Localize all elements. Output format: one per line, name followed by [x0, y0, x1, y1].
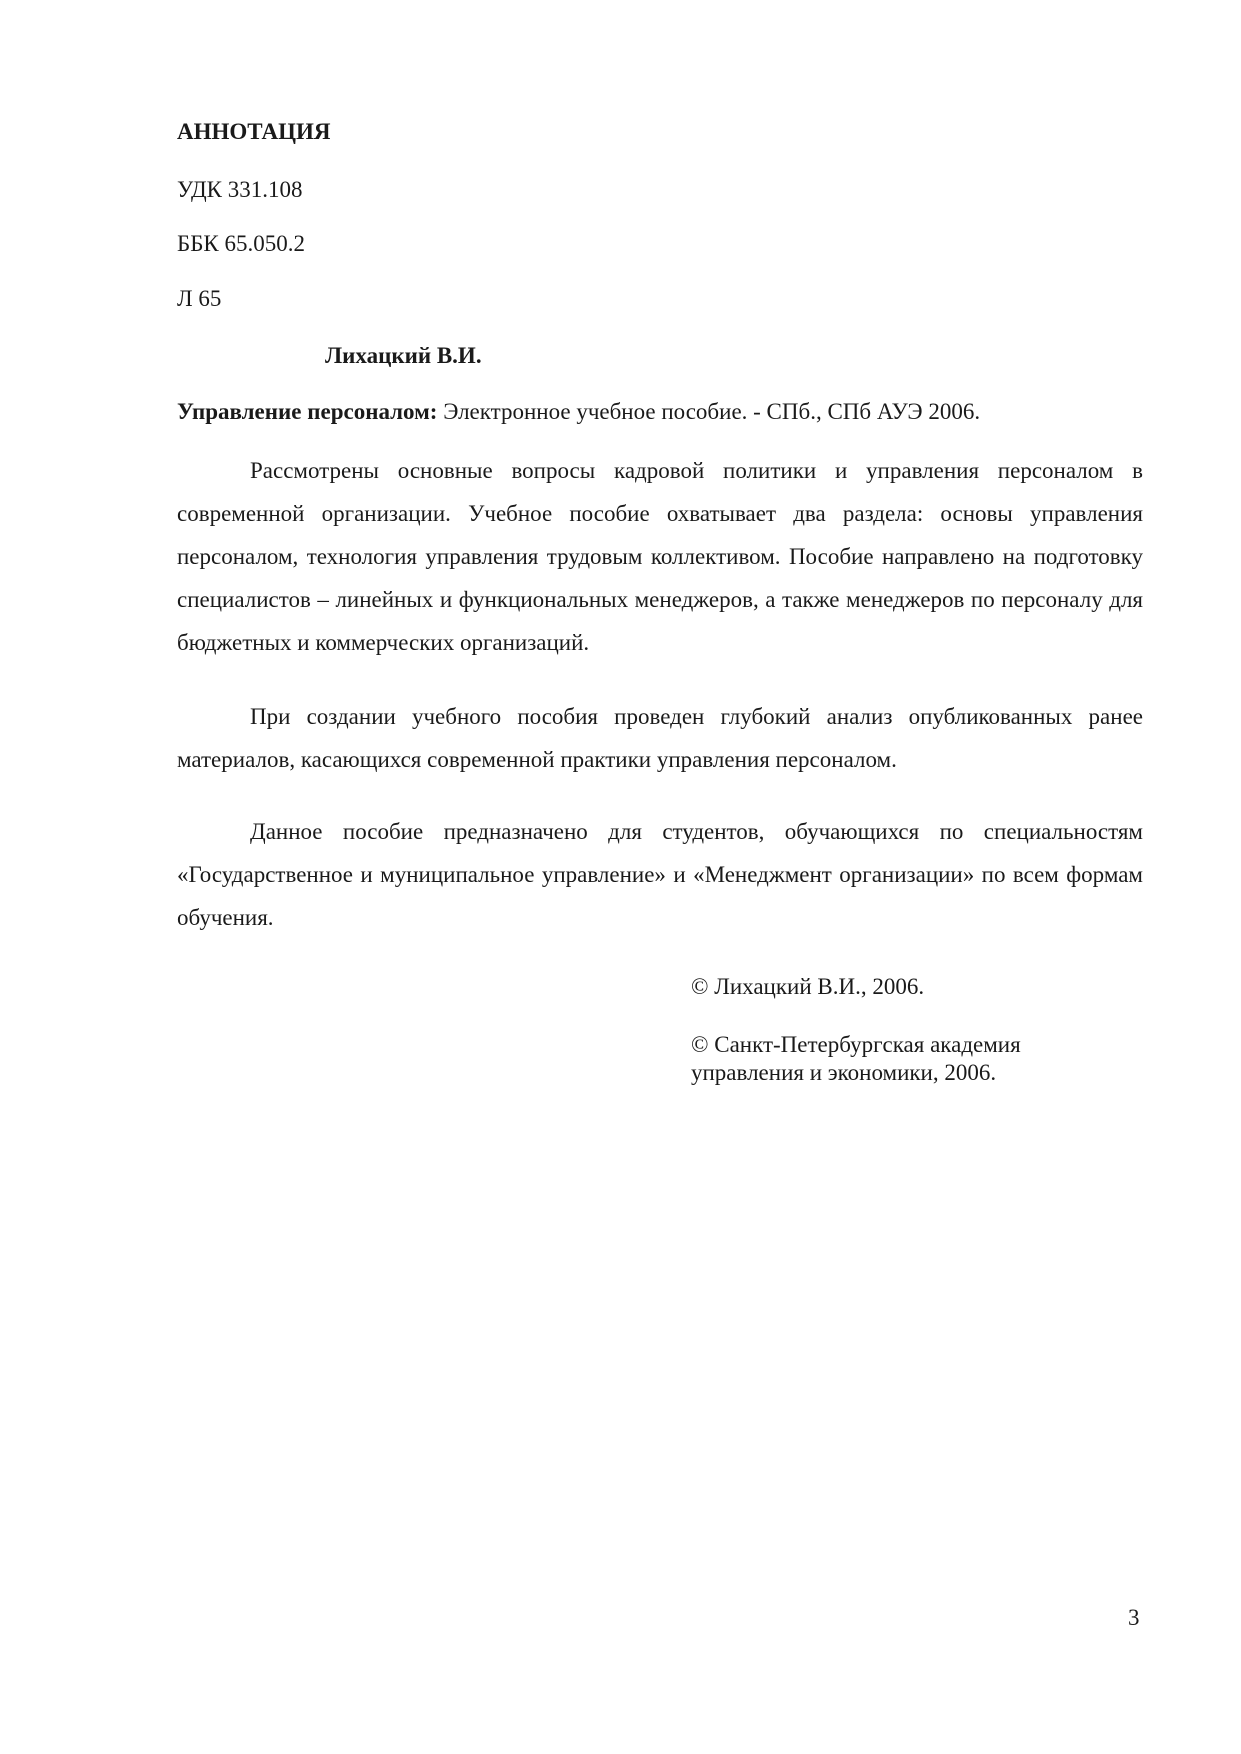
bbk-code: ББК 65.050.2	[177, 231, 306, 256]
copyright-academy: © Санкт-Петербургская академия управления и экономики, 2006.	[691, 1032, 1021, 1085]
author-name: Лихацкий В.И.	[325, 343, 482, 368]
title-description: Электронное учебное пособие. - СПб., СПб АУЭ 2006.	[437, 399, 981, 424]
author-mark: Л 65	[177, 286, 222, 311]
abstract-paragraph-3: Данное пособие предназначено для студентов, обучающихся по специальностям «Государственное и муниципальное управление» и «Менеджмент организации» по всем формам обучения.	[177, 819, 1143, 930]
udk-code: УДК 331.108	[177, 177, 303, 202]
abstract-paragraph-2: При создании учебного пособия проведен глубокий анализ опубликованных ранее материалов, касающихся современной практики управления персоналом.	[177, 704, 1143, 772]
title-bold: Управление персоналом:	[177, 399, 438, 424]
annotation-heading: АННОТАЦИЯ	[177, 119, 331, 144]
abstract-paragraph-1: Рассмотрены основные вопросы кадровой политики и управления персоналом в современной организации. Учебное пособие охватывает два раздела: основы управления персоналом, технология управления трудовым коллективом. Пособие направлено на подготовку специалистов – линейных и функциональных менеджеров, а также менеджеров по персоналу для бюджетных и коммерческих организаций.	[177, 458, 1143, 655]
page-number: 3	[1128, 1605, 1140, 1630]
copyright-author: © Лихацкий В.И., 2006.	[691, 974, 925, 999]
bibliographic-title	[177, 398, 980, 426]
